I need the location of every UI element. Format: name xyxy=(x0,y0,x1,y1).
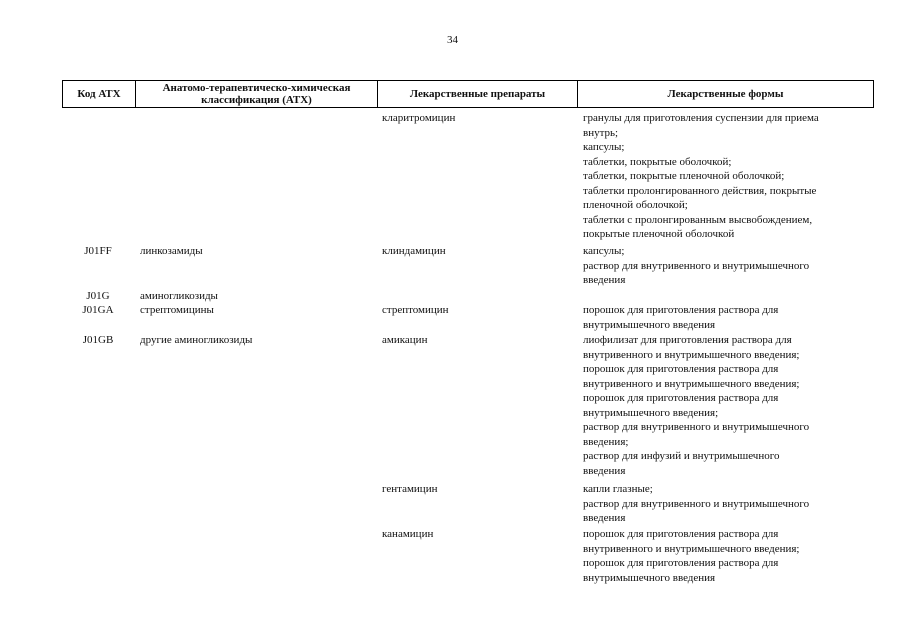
dosage-form-line: введения; xyxy=(583,435,629,448)
dosage-form-line: таблетки пролонгированного действия, покрытые xyxy=(583,184,817,197)
dosage-form-line: капли глазные; xyxy=(583,483,653,495)
dosage-form-line: раствор для внутривенного и внутримышечного xyxy=(583,497,810,510)
atc-code: J01FF xyxy=(84,245,112,257)
header-drugs: Лекарственные препараты xyxy=(377,81,577,107)
dosage-form-line: лиофилизат для приготовления раствора для xyxy=(583,334,792,346)
dosage-form-line: порошок для приготовления раствора для xyxy=(583,528,779,540)
dosage-form-line: внутримышечного введения; xyxy=(583,406,719,419)
drug-name: гентамицин xyxy=(382,483,438,495)
dosage-form-line: порошок для приготовления раствора для xyxy=(583,392,779,404)
atc-classification: другие аминогликозиды xyxy=(140,334,253,346)
header-classification-line1: Анатомо-терапевтическо-химическая xyxy=(162,82,351,94)
dosage-form-line: порошок для приготовления раствора для xyxy=(583,557,779,569)
atc-code: J01G xyxy=(86,290,110,302)
dosage-form-line: таблетки, покрытые оболочкой; xyxy=(583,155,732,168)
dosage-form-line: пленочной оболочкой; xyxy=(583,199,688,211)
page-number: 34 xyxy=(447,34,458,46)
dosage-form-line: раствор для инфузий и внутримышечного xyxy=(583,450,780,462)
drug-name: кларитромицин xyxy=(382,112,456,124)
dosage-form-line: раствор для внутривенного и внутримышечного xyxy=(583,259,810,272)
atc-classification: аминогликозиды xyxy=(140,290,218,302)
atc-classification: стрептомицины xyxy=(140,304,214,316)
header-forms: Лекарственные формы xyxy=(577,81,873,107)
dosage-form-line: внутримышечного введения xyxy=(583,318,716,331)
dosage-form-line: внутривенного и внутримышечного введения; xyxy=(583,377,800,390)
dosage-form-line: внутривенного и внутримышечного введения; xyxy=(583,348,800,361)
dosage-form-line: порошок для приготовления раствора для xyxy=(583,304,779,316)
dosage-form-line: введения xyxy=(583,512,626,524)
drug-name: стрептомицин xyxy=(382,304,449,316)
drug-name: амикацин xyxy=(382,334,428,346)
dosage-form-line: капсулы; xyxy=(583,141,625,153)
dosage-form-line: покрытые пленочной оболочкой xyxy=(583,228,735,240)
dosage-form-line: таблетки с пролонгированным высвобождением, xyxy=(583,213,813,226)
header-code: Код АТХ xyxy=(77,88,121,100)
dosage-form-line: введения xyxy=(583,464,626,477)
dosage-form-line: внутрь; xyxy=(583,126,619,139)
drug-name: канамицин xyxy=(382,528,434,540)
dosage-form-line: порошок для приготовления раствора для xyxy=(583,363,779,375)
dosage-form-line: раствор для внутривенного и внутримышечного xyxy=(583,421,810,433)
atc-classification: линкозамиды xyxy=(140,245,203,257)
dosage-form-line: таблетки, покрытые пленочной оболочкой; xyxy=(583,170,785,182)
atc-code: J01GB xyxy=(82,334,114,346)
drug-name: клиндамицин xyxy=(382,245,446,257)
dosage-form-line: внутривенного и внутримышечного введения; xyxy=(583,542,800,555)
dosage-form-line: введения xyxy=(583,274,626,286)
dosage-form-line: внутримышечного введения xyxy=(583,571,716,584)
header-classification-line2: классификация (АТХ) xyxy=(201,94,312,106)
dosage-form-line: капсулы; xyxy=(583,245,625,257)
dosage-form-line: гранулы для приготовления суспензии для приема xyxy=(583,112,819,124)
atc-code: J01GA xyxy=(82,304,114,316)
